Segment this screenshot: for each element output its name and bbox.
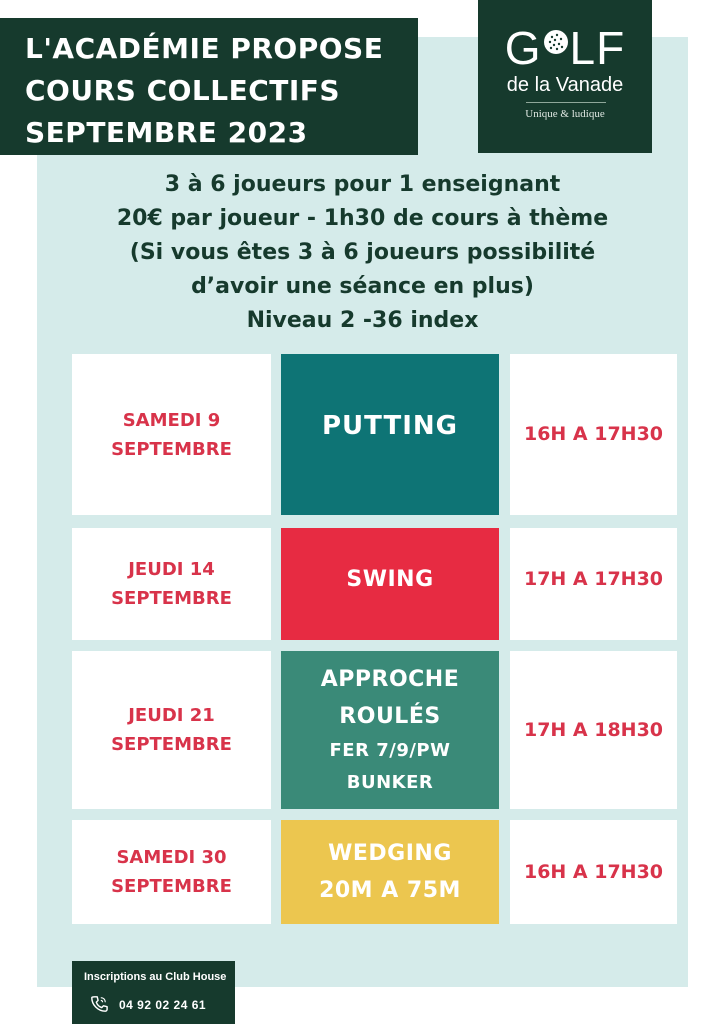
session-3-date-month: SEPTEMBRE xyxy=(111,734,232,755)
session-2-date-month: SEPTEMBRE xyxy=(111,588,232,609)
logo-letter-f: F xyxy=(596,22,626,74)
session-4-date xyxy=(72,820,271,924)
session-1-theme xyxy=(281,354,499,515)
logo-wordmark xyxy=(478,24,652,72)
session-2-date-day: JEUDI 14 xyxy=(128,559,215,580)
footer-phone-number: 04 92 02 24 61 xyxy=(119,998,207,1012)
title-line-1: L'ACADÉMIE PROPOSE xyxy=(25,32,384,65)
intro-line-4: d’avoir une séance en plus) xyxy=(191,274,534,299)
session-3-theme-line-2: ROULÉS xyxy=(339,704,441,729)
session-3-date xyxy=(72,651,271,809)
title-line-2: COURS COLLECTIFS xyxy=(25,74,341,107)
session-3-time xyxy=(510,651,677,809)
session-4-theme-line-2: 20M A 75M xyxy=(319,878,461,903)
title-line-3: SEPTEMBRE 2023 xyxy=(25,116,308,149)
intro-text xyxy=(37,168,688,338)
session-1-theme-line-1: PUTTING xyxy=(321,410,458,441)
session-1-time xyxy=(510,354,677,515)
session-2-theme xyxy=(281,528,499,640)
session-3-time-text: 17H A 18H30 xyxy=(523,718,664,741)
logo-letter-g: G xyxy=(504,22,542,74)
phone-icon xyxy=(90,995,108,1013)
session-1-time-text: 16H A 17H30 xyxy=(523,423,664,445)
session-3-theme xyxy=(281,651,499,809)
session-4-theme-line-1: WEDGING xyxy=(328,841,452,866)
session-4-time-text: 16H A 17H30 xyxy=(523,860,664,883)
session-2-theme-line-1: SWING xyxy=(346,566,434,592)
session-3-theme-line-3: FER 7/9/PW xyxy=(329,740,451,761)
footer-label: Inscriptions au Club House xyxy=(84,971,227,983)
session-1-date-day: SAMEDI 9 xyxy=(122,409,221,431)
intro-line-3: (Si vous êtes 3 à 6 joueurs possibilité xyxy=(129,240,596,265)
session-3-date-day: JEUDI 21 xyxy=(128,705,215,726)
logo-tagline: Unique & ludique xyxy=(525,108,605,120)
session-4-date-day: SAMEDI 30 xyxy=(116,847,227,868)
golf-logo xyxy=(478,0,652,153)
session-1-date-month: SEPTEMBRE xyxy=(111,438,232,460)
intro-line-1: 3 à 6 joueurs pour 1 enseignant xyxy=(164,172,561,197)
logo-letter-l: L xyxy=(569,22,597,74)
intro-line-5: Niveau 2 -36 index xyxy=(246,308,479,333)
title-banner xyxy=(0,18,418,155)
session-4-date-month: SEPTEMBRE xyxy=(111,876,232,897)
session-2-date xyxy=(72,528,271,640)
session-4-theme xyxy=(281,820,499,924)
session-2-time-text: 17H A 17H30 xyxy=(523,567,664,590)
session-4-time xyxy=(510,820,677,924)
session-3-theme-line-1: APPROCHE xyxy=(320,667,460,692)
intro-line-2: 20€ par joueur - 1h30 de cours à thème xyxy=(116,206,609,231)
logo-divider xyxy=(526,102,606,103)
session-1-date xyxy=(72,354,271,515)
logo-subtitle: de la Vanade xyxy=(506,74,624,96)
session-2-time xyxy=(510,528,677,640)
contact-footer xyxy=(72,961,235,1024)
session-3-theme-line-4: BUNKER xyxy=(346,772,434,793)
golf-ball-icon xyxy=(543,29,569,55)
